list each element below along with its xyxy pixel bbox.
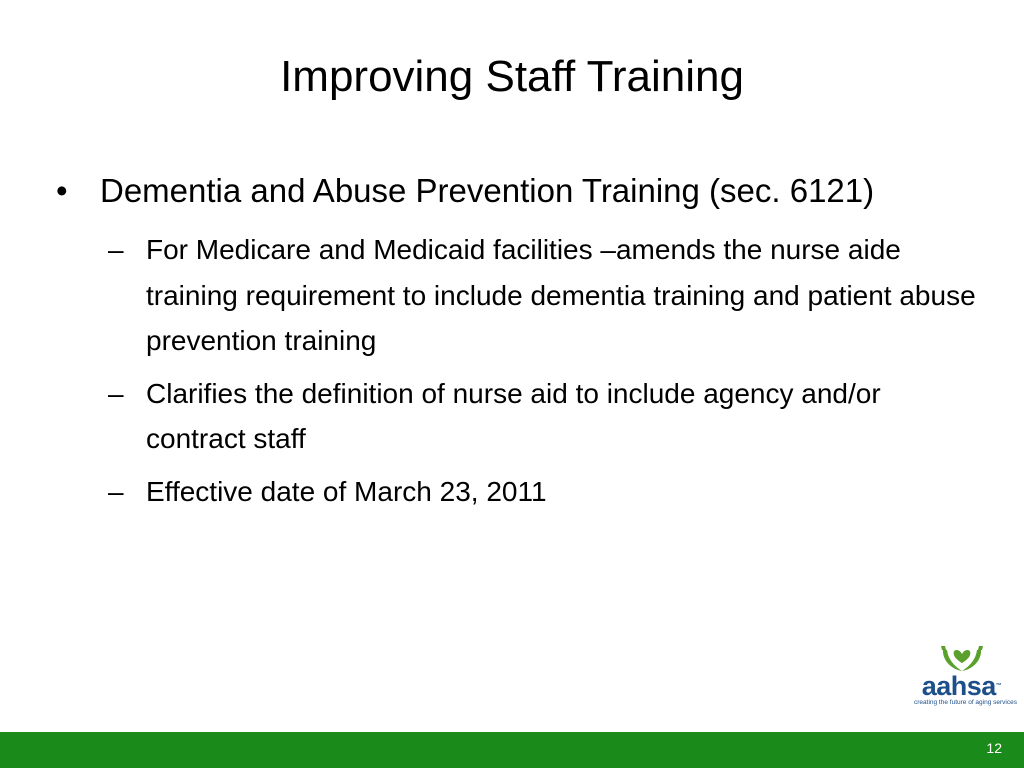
logo-tagline: creating the future of aging services bbox=[914, 699, 1017, 706]
footer-bar bbox=[0, 732, 1024, 768]
bullet-item bbox=[56, 165, 976, 216]
logo-wordmark: aahsa™ bbox=[921, 671, 1002, 701]
bullet-marker: • bbox=[56, 172, 68, 209]
sub-bullet-item bbox=[108, 371, 976, 462]
slide-content bbox=[56, 165, 976, 521]
sub-bullet-text: For Medicare and Medicaid facilities –amends the nurse aide training requirement to include dementia training and patient abuse prevention training bbox=[146, 234, 976, 356]
sub-bullet-marker: – bbox=[108, 475, 124, 507]
aahsa-logo bbox=[914, 645, 1017, 713]
page-number: 12 bbox=[986, 740, 1002, 756]
sub-bullet-marker: – bbox=[108, 234, 124, 265]
bullet-text: Dementia and Abuse Prevention Training (sec. 6121) bbox=[100, 172, 875, 209]
sub-bullet-list bbox=[56, 227, 976, 514]
sub-bullet-marker: – bbox=[108, 377, 124, 409]
sub-bullet-item bbox=[108, 227, 976, 364]
sub-bullet-text: Effective date of March 23, 2011 bbox=[146, 475, 547, 507]
sub-bullet-item bbox=[108, 469, 976, 515]
heart-hands-icon bbox=[940, 645, 984, 673]
sub-bullet-text: Clarifies the definition of nurse aid to include agency and/or contract staff bbox=[146, 377, 881, 454]
slide-title: Improving Staff Training bbox=[280, 52, 744, 101]
